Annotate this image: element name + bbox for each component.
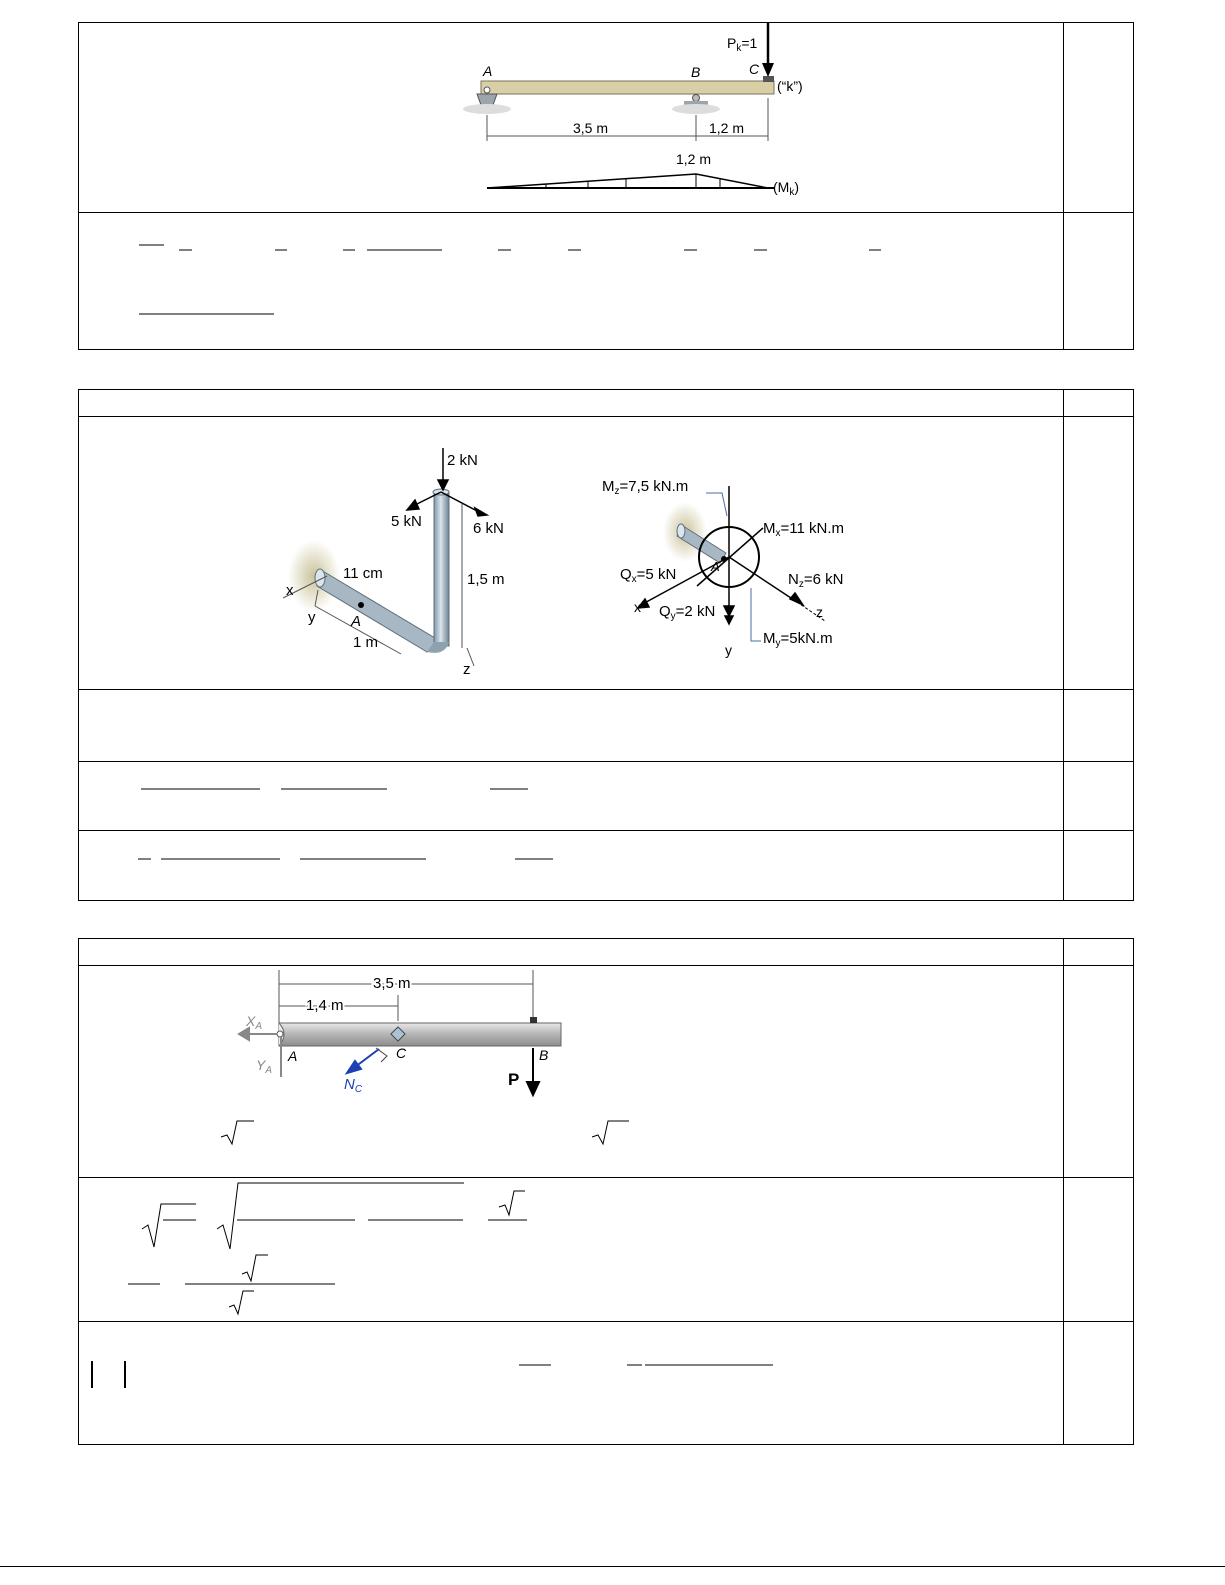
bracket-beam	[279, 1023, 561, 1046]
mx-label: $M_x=11$ kN.m	[763, 520, 844, 539]
dim-height-label: 1,5 m	[467, 571, 505, 588]
abs-bar-left	[91, 1361, 93, 1388]
score-column	[1063, 939, 1064, 1444]
dim-radius-label: 11 cm	[343, 565, 383, 582]
beam	[481, 81, 774, 94]
fbd-axis-z-label: z	[816, 604, 823, 620]
bracket-beam-figure	[79, 965, 1063, 1177]
dim-total-label: 3,5 m	[373, 975, 411, 992]
fbd-point-a-label: A	[711, 559, 720, 574]
score-column	[1063, 390, 1064, 900]
my-label: $M_y=5kN.m$	[763, 630, 833, 649]
force-left-label: 5 kN	[391, 513, 422, 530]
force-right-label: 6 kN	[473, 520, 504, 537]
equation-fragments-3	[79, 1177, 1063, 1447]
load-p-label: P	[508, 1070, 520, 1089]
problem-table-2	[78, 389, 1134, 901]
point-b-label: B	[539, 1047, 549, 1063]
dim-ac-label: 1,4 m	[306, 997, 344, 1014]
equation-fragments-2	[79, 761, 1063, 901]
point-b-label: B	[691, 64, 701, 80]
axis-x-label: x	[286, 582, 294, 599]
problem-table-3	[78, 938, 1134, 1445]
mz-label: $M_z=7,5$ kN.m	[602, 478, 689, 497]
dim-len-label: 1 m	[353, 634, 379, 651]
ya-label: $Y_A$	[256, 1057, 273, 1076]
fbd-axis-y-label: y	[725, 642, 732, 658]
point-c-label: C	[396, 1045, 407, 1061]
score-column	[1063, 23, 1064, 349]
xa-label: $X_A$	[246, 1013, 263, 1032]
qy-label: $Q_y=2$ kN	[659, 603, 716, 622]
moment-peak-label: 1,2 m	[676, 151, 712, 167]
point-c-label: C	[749, 61, 760, 77]
equation-fragments	[79, 212, 1063, 351]
qx-label: $Q_x=5$ kN	[620, 566, 677, 585]
load-label: $P_k=1$	[727, 35, 758, 54]
roller-support-b	[672, 95, 720, 115]
moment-diagram-tag: $(M_k)$	[773, 179, 799, 198]
abs-bar-right	[124, 1361, 126, 1388]
force-top-label: 2 kN	[447, 452, 478, 469]
load-arrow	[762, 23, 774, 77]
point-a-label: A	[288, 1048, 298, 1064]
nc-label: $N_C$	[344, 1076, 363, 1095]
point-a-label: A	[351, 613, 362, 630]
point-a-label: A	[483, 63, 493, 79]
dim-bc-label: 1,2 m	[709, 120, 745, 136]
text-row-divider	[79, 689, 1133, 690]
beam-moment-figure	[79, 23, 1063, 212]
fbd-axis-x-label: x	[634, 599, 641, 615]
page-footer-rule	[0, 1566, 1225, 1567]
unit-load-tag: (“k”)	[777, 78, 803, 94]
nz-label: $N_z=6$ kN	[788, 571, 844, 590]
axis-y-label: y	[308, 609, 316, 626]
dim-ab-label: 3,5 m	[573, 120, 609, 136]
problem-table-1	[78, 22, 1134, 350]
axis-z-label: z	[463, 661, 471, 678]
pipe-figure	[79, 416, 1063, 689]
moment-diagram	[487, 174, 775, 188]
